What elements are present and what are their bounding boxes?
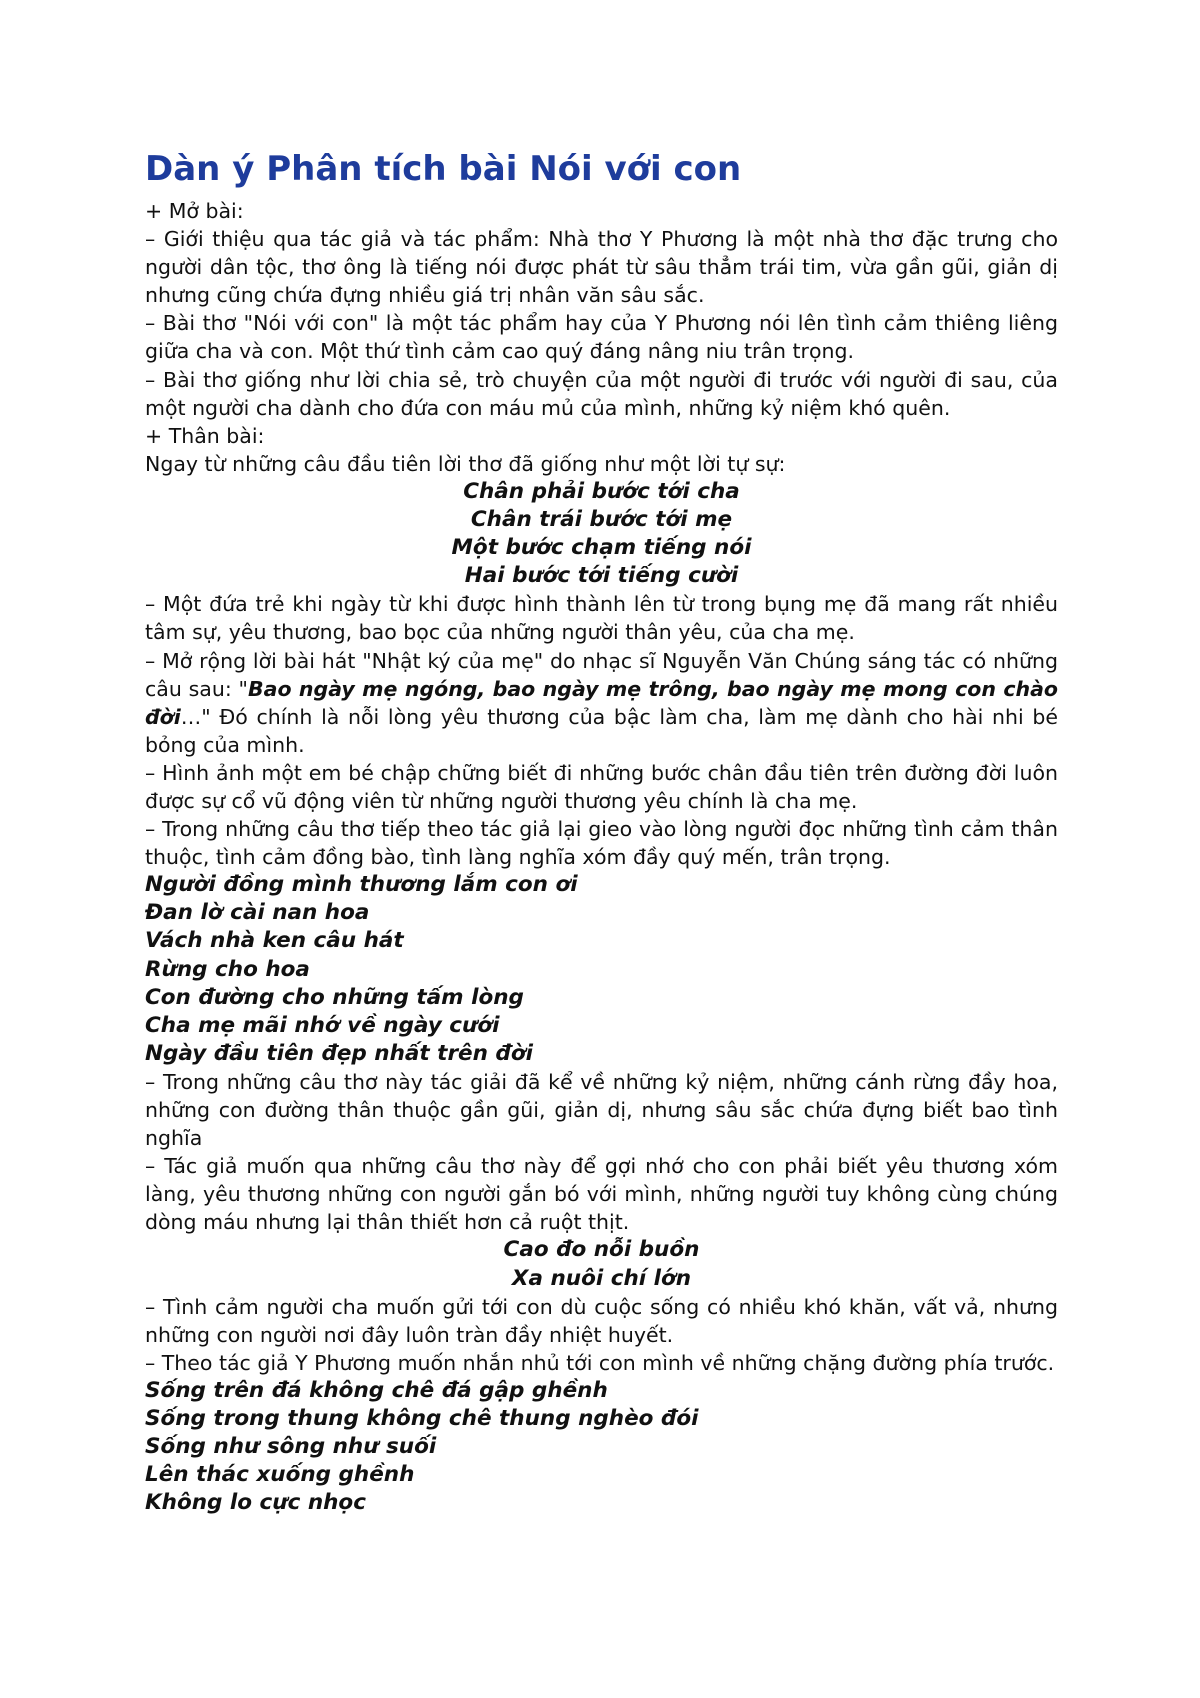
verse-line: Xa nuôi chí lớn xyxy=(511,1265,692,1291)
paragraph-with-quote xyxy=(145,647,1058,759)
paragraph: – Tác giả muốn qua những câu thơ này để gợi nhớ cho con phải biết yêu thương xóm làng, yêu thương những con người gắn bó với mình, những người tuy không cùng chúng dòng máu nhưng lại thân thiết hơn cả ruột thịt. xyxy=(145,1154,1058,1235)
paragraph: – Một đứa trẻ khi ngày từ khi được hình thành lên từ trong bụng mẹ đã mang rất nhiều tâm sự, yêu thương, bao bọc của những người thân yêu, của cha mẹ. xyxy=(145,592,1058,645)
song-quote: Bao ngày mẹ ngóng, bao ngày mẹ trông, bao ngày mẹ mong con chào đời xyxy=(145,676,1058,729)
paragraph: – Hình ảnh một em bé chập chững biết đi những bước chân đầu tiên trên đường đời luôn được sự cổ vũ động viên từ những người thương yêu chính là cha mẹ. xyxy=(145,760,1058,813)
page-title: Dàn ý Phân tích bài Nói với con xyxy=(145,149,742,189)
paragraph: Ngay từ những câu đầu tiên lời thơ đã giống như một lời tự sự: xyxy=(145,451,786,476)
paragraph-text: …" Đó chính là nỗi lòng yêu thương của bậc làm cha, làm mẹ dành cho hài nhi bé bỏng của mình. xyxy=(145,704,1058,757)
verse-line: Người đồng mình thương lắm con ơi xyxy=(145,872,578,898)
paragraph: – Bài thơ giống như lời chia sẻ, trò chuyện của một người đi trước với người đi sau, của một người cha dành cho đứa con máu mủ của mình, những kỷ niệm khó quên. xyxy=(145,367,1058,420)
paragraph-text: – Mở rộng lời bài hát "Nhật ký của mẹ" do nhạc sĩ Nguyễn Văn Chúng sáng tác có những câu sau: " xyxy=(145,648,1058,701)
verse-line: Chân trái bước tới mẹ xyxy=(470,507,733,533)
verse-line: Sống trên đá không chê đá gập ghềnh xyxy=(145,1377,608,1403)
verse-line: Cao đo nỗi buồn xyxy=(503,1237,700,1263)
verse-line: Không lo cực nhọc xyxy=(145,1490,366,1516)
verse-line: Lên thác xuống ghềnh xyxy=(145,1462,415,1488)
verse-line: Chân phải bước tới cha xyxy=(463,478,740,504)
paragraph: – Tình cảm người cha muốn gửi tới con dù cuộc sống có nhiều khó khăn, vất vả, nhưng những con người nơi đây luôn tràn đầy nhiệt huyết. xyxy=(145,1294,1058,1347)
verse-line: Đan lờ cài nan hoa xyxy=(145,900,370,926)
verse-line: Con đường cho những tấm lòng xyxy=(145,984,524,1010)
verse-line: Rừng cho hoa xyxy=(145,956,310,982)
section-heading-mo-bai: + Mở bài: xyxy=(145,199,244,223)
section-heading-than-bai: + Thân bài: xyxy=(145,423,265,448)
verse-line: Sống như sông như suối xyxy=(145,1434,437,1460)
paragraph: – Trong những câu thơ tiếp theo tác giả lại gieo vào lòng người đọc những tình cảm thân thuộc, tình cảm đồng bào, tình làng nghĩa xóm đầy quý mến, trân trọng. xyxy=(145,817,1058,870)
verse-line: Hai bước tới tiếng cười xyxy=(464,563,739,589)
document-body xyxy=(145,197,1058,1517)
verse-line: Một bước chạm tiếng nói xyxy=(451,535,752,561)
paragraph: – Giới thiệu qua tác giả và tác phẩm: Nhà thơ Y Phương là một nhà thơ đặc trưng cho người dân tộc, thơ ông là tiếng nói được phát từ sâu thẳm trái tim, vừa gần gũi, giản dị nhưng cũng chứa đựng nhiều giá trị nhân văn sâu sắc. xyxy=(145,227,1058,308)
paragraph: – Theo tác giả Y Phương muốn nhắn nhủ tới con mình về những chặng đường phía trước. xyxy=(145,1350,1055,1375)
verse-line: Vách nhà ken câu hát xyxy=(145,928,404,954)
paragraph: – Trong những câu thơ này tác giải đã kể về những kỷ niệm, những cánh rừng đầy hoa, những con đường thân thuộc gần gũi, giản dị, nhưng sâu sắc chứa đựng biết bao tình nghĩa xyxy=(145,1069,1058,1151)
verse-line: Cha mẹ mãi nhớ về ngày cưới xyxy=(145,1012,500,1038)
paragraph: – Bài thơ "Nói với con" là một tác phẩm hay của Y Phương nói lên tình cảm thiêng liêng giữa cha và con. Một thứ tình cảm cao quý đáng nâng niu trân trọng. xyxy=(145,311,1058,364)
verse-line: Ngày đầu tiên đẹp nhất trên đời xyxy=(145,1040,533,1066)
verse-line: Sống trong thung không chê thung nghèo đói xyxy=(145,1406,699,1432)
